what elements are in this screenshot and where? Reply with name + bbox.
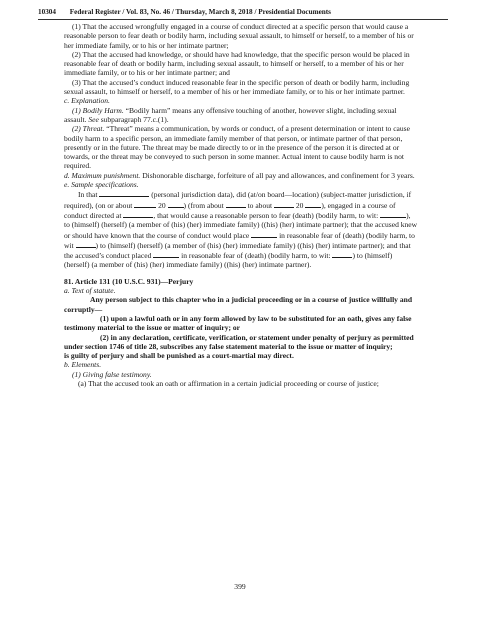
statute-clause-2: (2) in any declaration, certificate, verification, or statement under penalty of perjury as permitted under section 1746 of title 28, subscribes any false statement material to the issue or matter of inquiry; xyxy=(64,332,414,351)
max-punishment-heading: d. Maximum punishment. xyxy=(64,170,141,180)
elements-heading: b. Elements. xyxy=(64,360,102,370)
spec-text: 20 xyxy=(158,200,166,210)
spec-text: (personal jurisdiction data), did (at/on board—location) (subject-matter jurisdiction, if required), (on or about xyxy=(64,190,412,210)
blank-line xyxy=(168,200,184,208)
blank-line xyxy=(332,250,352,258)
statute-conclusion: is guilty of perjury and shall be punished as a court-martial may direct. xyxy=(64,351,294,361)
element-2: (2) That the accused had knowledge, or should have had knowledge, that the specific person would be placed in reasonable fear of death or bodily harm, including sexual assault, to himself or herself, to a member of his or her immediate family, or to his or her intimate partner; and xyxy=(64,49,410,78)
spec-text: In that xyxy=(78,190,98,200)
max-punishment-paragraph xyxy=(64,171,418,180)
spec-text: ) (from about xyxy=(183,200,224,210)
spec-text: 20 xyxy=(295,200,304,210)
blank-line xyxy=(274,200,294,208)
element-a: (a) That the accused took an oath or affirmation in a certain judicial proceeding or course of justice; xyxy=(78,378,379,388)
bodily-harm-text: “Bodily harm” means any offensive touching of another, however slight, including sexual assault. xyxy=(64,105,397,124)
threat-text: “Threat” means a communication, by words or conduct, of a present determination or intent to cause bodily harm to a specific person, an immediate family member of that person, or intimate partner of that person, presently or in the future. The threat may be made directly to or in the presence of the person it is directed at or towards, or the threat may be conveyed to such person in some manner. Actual intent to cause bodily harm is not required. xyxy=(64,124,410,171)
sample-specification xyxy=(64,189,418,269)
max-punishment-text: Dishonorable discharge, forfeiture of all pay and allowances, and confinement for 3 years. xyxy=(140,170,415,180)
explanation-heading: c. Explanation. xyxy=(64,96,110,106)
spec-text: in reasonable fear of (death) (bodily harm, to wit xyxy=(64,230,415,250)
spec-text: , that would cause a reasonable person to fear (death) (bodily harm, to wit: xyxy=(153,210,379,220)
page-number: 10304 xyxy=(38,8,56,16)
document-body xyxy=(64,22,418,388)
element-1: (1) That the accused wrongfully engaged in a course of conduct directed at a specific person that would cause a reasonable person to fear death or bodily harm, including sexual assault, to himself or herself, to a member of his or her immediate family, or to his or her intimate partner; xyxy=(64,22,414,50)
sample-spec-heading: e. Sample specifications. xyxy=(64,180,139,190)
bodily-harm-ref: subparagraph 77.c.(1). xyxy=(98,114,169,124)
blank-line xyxy=(99,189,149,197)
spec-text: in reasonable fear of (death) (bodily harm, to wit: xyxy=(181,251,331,261)
blank-line xyxy=(305,200,321,208)
see-reference: See xyxy=(88,114,99,124)
bodily-harm-paragraph xyxy=(64,106,418,125)
blank-line xyxy=(123,210,153,218)
spec-text: ), to (himself) (herself) (a member of (his) (her) immediate family) ((his) (her) intimate partner); that the accused knew or should have known that the course of conduct would place xyxy=(64,210,418,240)
running-head: Federal Register / Vol. 83, No. 46 / Thursday, March 8, 2018 / Presidential Documents xyxy=(69,8,331,16)
spec-text: ), engaged in a course of conduct directed at xyxy=(64,200,396,220)
blank-line xyxy=(251,230,277,238)
blank-line xyxy=(226,200,246,208)
text-of-statute-heading: a. Text of statute. xyxy=(64,286,116,296)
bodily-harm-label: (1) Bodily Harm. xyxy=(72,105,124,115)
page-folio: 399 xyxy=(234,582,246,591)
spec-text: ) to (himself) (herself) (a member of (his) (her) immediate family) ((his) (her) intimate partner). xyxy=(64,251,393,270)
article-heading: 81. Article 131 (10 U.S.C. 931)—Perjury xyxy=(64,276,194,286)
spec-text: ) to (himself) (herself) (a member of (his) (her) immediate family) ((his) (her) intimate partner); and that the accused’s conduct placed xyxy=(64,240,411,261)
blank-line xyxy=(153,250,179,258)
giving-false-testimony: (1) Giving false testimony. xyxy=(72,369,152,379)
element-3: (3) That the accused’s conduct induced reasonable fear in the specific person of death or bodily harm, including sexual assault, to himself or herself, to a member of his or her immediate family, or to his or her intimate partner. xyxy=(64,77,410,97)
blank-line xyxy=(134,200,156,208)
threat-label: (2) Threat. xyxy=(72,124,105,134)
header-rule xyxy=(38,19,448,20)
blank-line xyxy=(76,240,96,248)
section-gap xyxy=(64,270,418,277)
blank-line xyxy=(380,210,406,218)
page-header xyxy=(38,8,448,17)
spec-text: to about xyxy=(247,200,273,210)
threat-paragraph xyxy=(64,124,418,170)
statute-lead: Any person subject to this chapter who in a judicial proceeding or in a course of justice willfully and corruptly— xyxy=(64,295,413,314)
statute-clause-1: (1) upon a lawful oath or in any form allowed by law to be substituted for an oath, gives any false testimony material to the issue or matter of inquiry; or xyxy=(64,313,412,333)
